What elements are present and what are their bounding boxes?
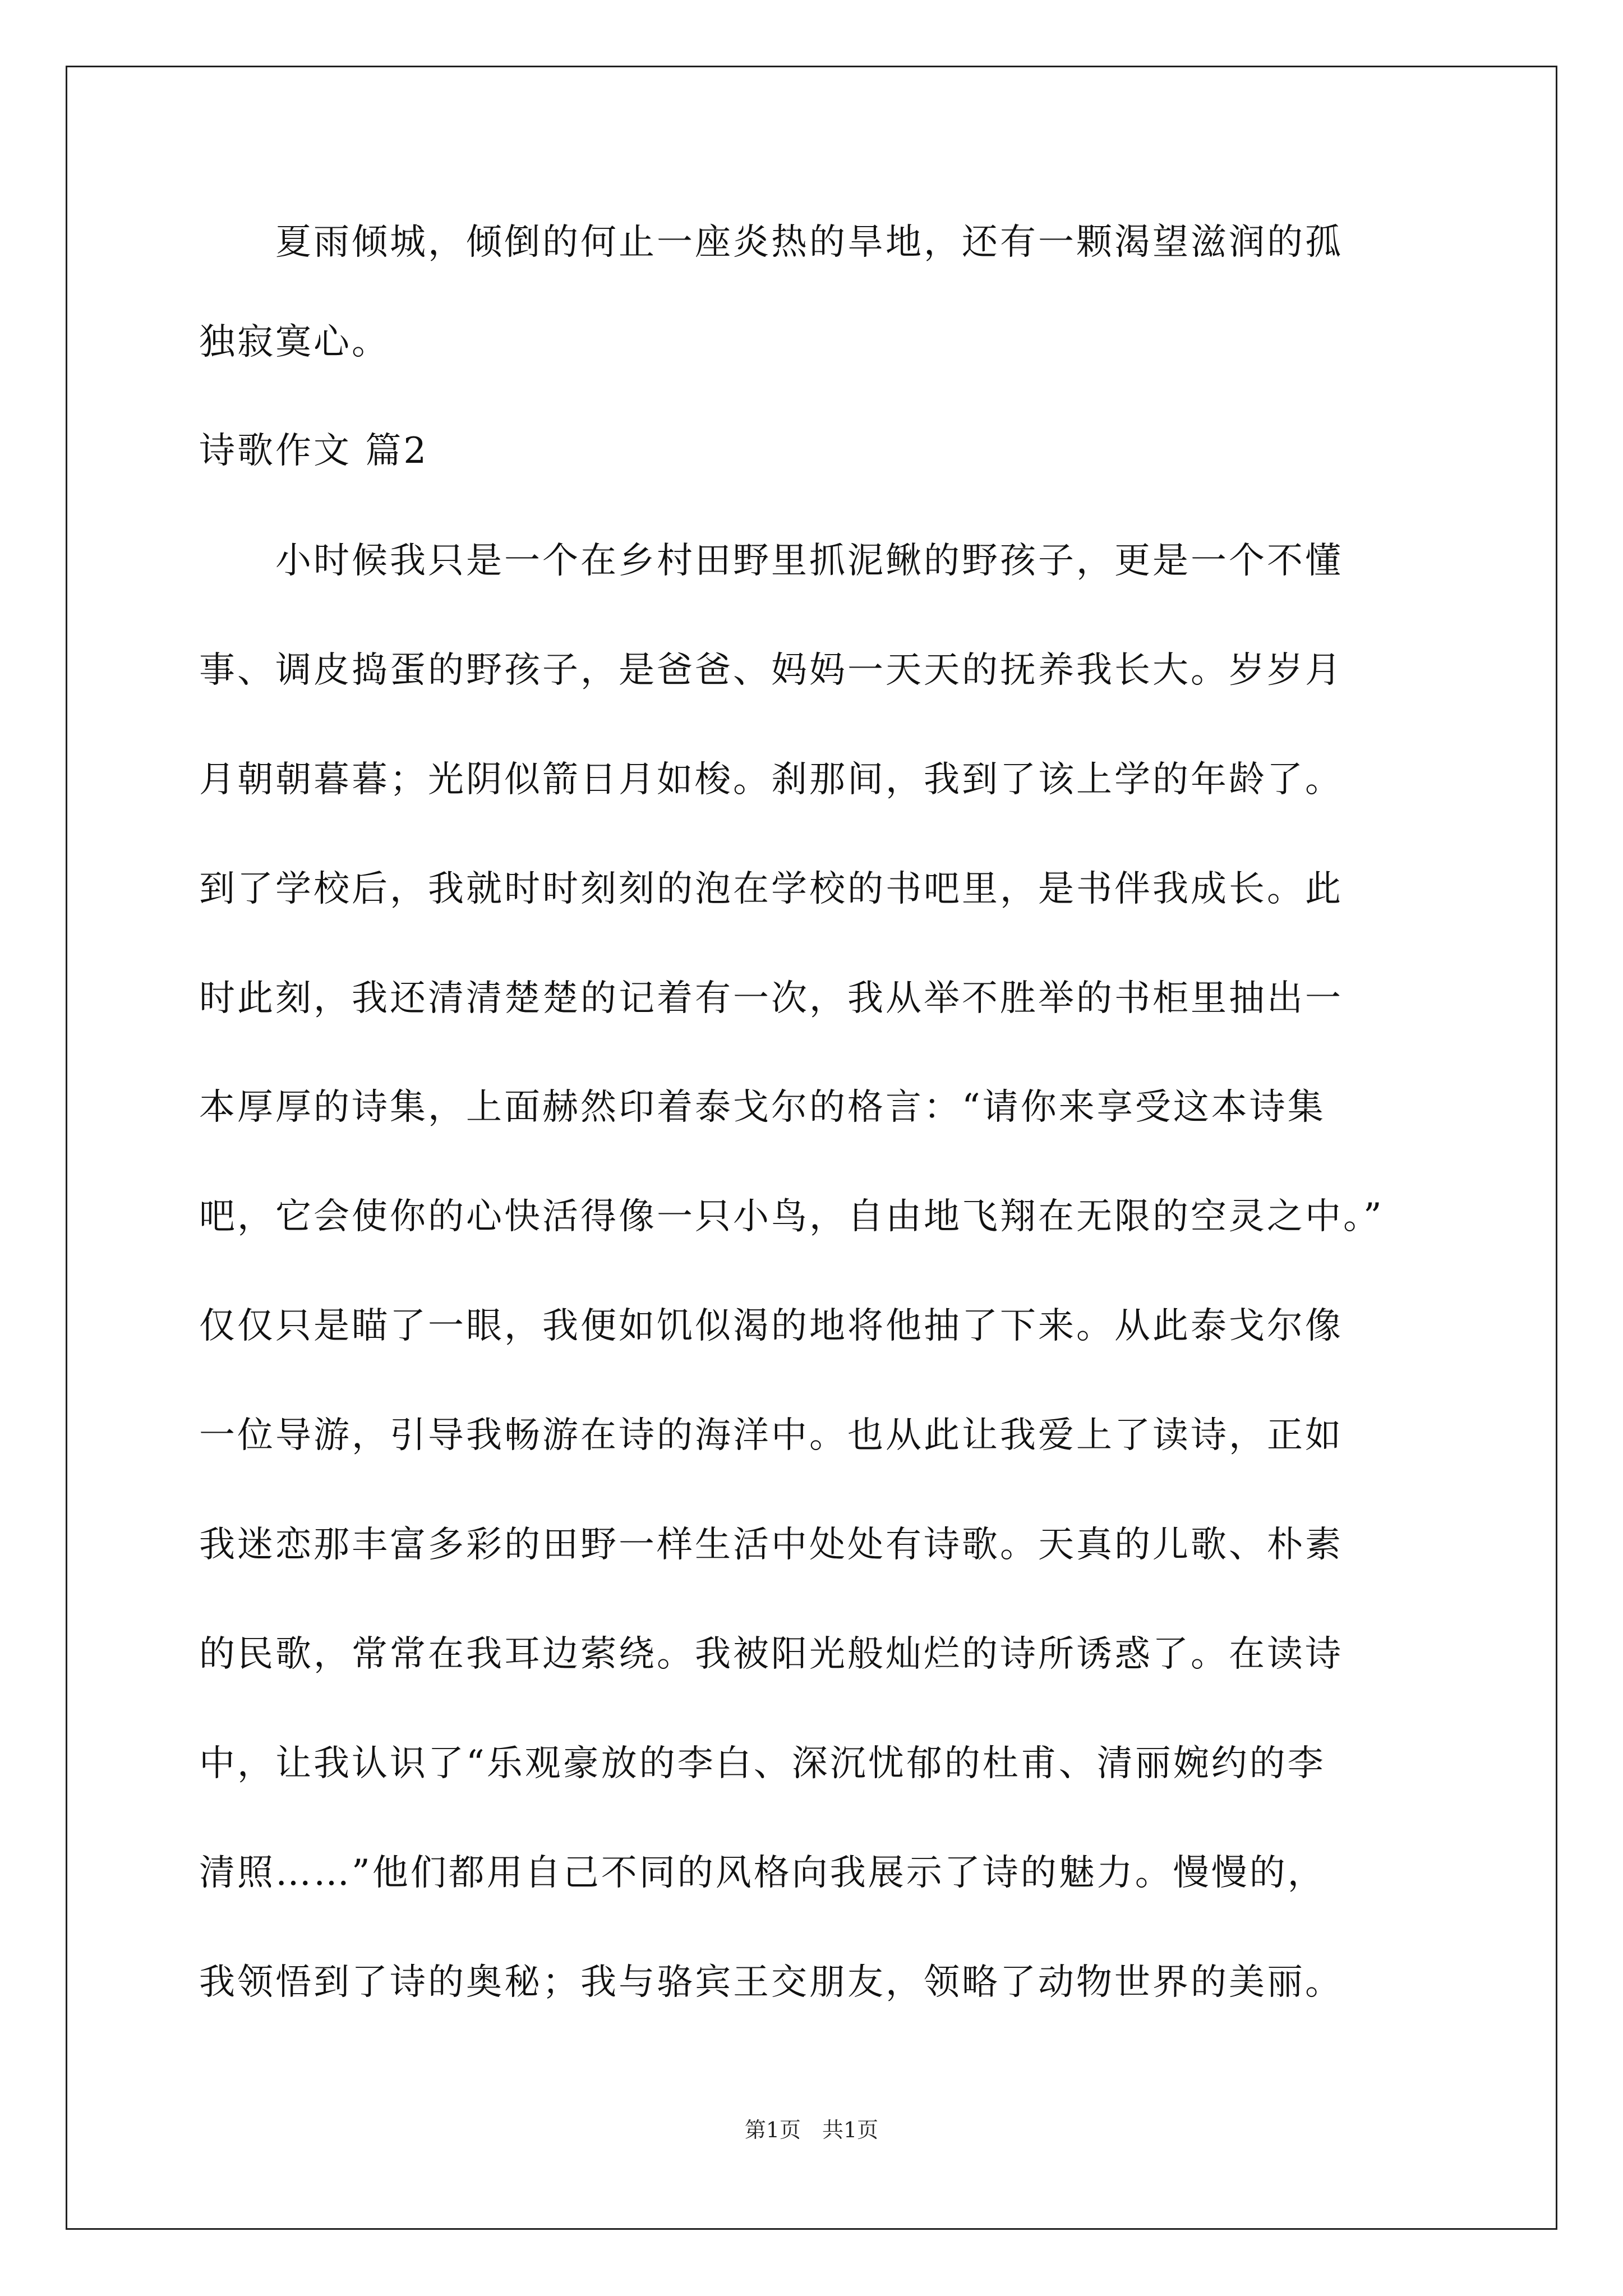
page-frame bbox=[66, 66, 1557, 2230]
paragraph-2-line-1: 小时候我只是一个在乡村田野里抓泥鳅的野孩子，更是一个不懂 bbox=[199, 540, 1343, 582]
paragraph-2-line-11: 的民歌，常常在我耳边萦绕。我被阳光般灿烂的诗所诱惑了。在读诗 bbox=[199, 1634, 1343, 1675]
paragraph-2-line-10: 我迷恋那丰富多彩的田野一样生活中处处有诗歌。天真的儿歌、朴素 bbox=[199, 1524, 1343, 1566]
paragraph-2-line-8: 仅仅只是瞄了一眼，我便如饥似渴的地将他抽了下来。从此泰戈尔像 bbox=[199, 1305, 1343, 1347]
paragraph-2-line-7: 吧，它会使你的心快活得像一只小鸟，自由地飞翔在无限的空灵之中。” bbox=[199, 1196, 1384, 1237]
paragraph-1-line-2: 独寂寞心。 bbox=[199, 321, 390, 363]
paragraph-2-line-2: 事、调皮捣蛋的野孩子，是爸爸、妈妈一天天的抚养我长大。岁岁月 bbox=[199, 650, 1343, 691]
paragraph-2-line-3: 月朝朝暮暮；光阴似箭日月如梭。刹那间，我到了该上学的年龄了。 bbox=[199, 759, 1343, 800]
paragraph-2-line-12: 中，让我认识了“乐观豪放的李白、深沉忧郁的杜甫、清丽婉约的李 bbox=[199, 1743, 1326, 1784]
paragraph-1-line-1: 夏雨倾城，倾倒的何止一座炎热的旱地，还有一颗渴望滋润的孤 bbox=[199, 222, 1343, 263]
paragraph-2-line-4: 到了学校后，我就时时刻刻的泡在学校的书吧里，是书伴我成长。此 bbox=[199, 868, 1343, 910]
section-heading: 诗歌作文 篇2 bbox=[199, 430, 429, 472]
paragraph-2-line-13: 清照……”他们都用自己不同的风格向我展示了诗的魅力。慢慢的， bbox=[199, 1852, 1326, 1894]
paragraph-2-line-14: 我领悟到了诗的奥秘；我与骆宾王交朋友，领略了动物世界的美丽。 bbox=[199, 1962, 1343, 2003]
paragraph-2-line-9: 一位导游，引导我畅游在诗的海洋中。也从此让我爱上了读诗，正如 bbox=[199, 1415, 1343, 1456]
page-footer: 第1页 共1页 bbox=[744, 2118, 879, 2142]
paragraph-2-line-6: 本厚厚的诗集，上面赫然印着泰戈尔的格言：“请你来享受这本诗集 bbox=[199, 1087, 1326, 1128]
paragraph-2-line-5: 时此刻，我还清清楚楚的记着有一次，我从举不胜举的书柜里抽出一 bbox=[199, 978, 1343, 1019]
